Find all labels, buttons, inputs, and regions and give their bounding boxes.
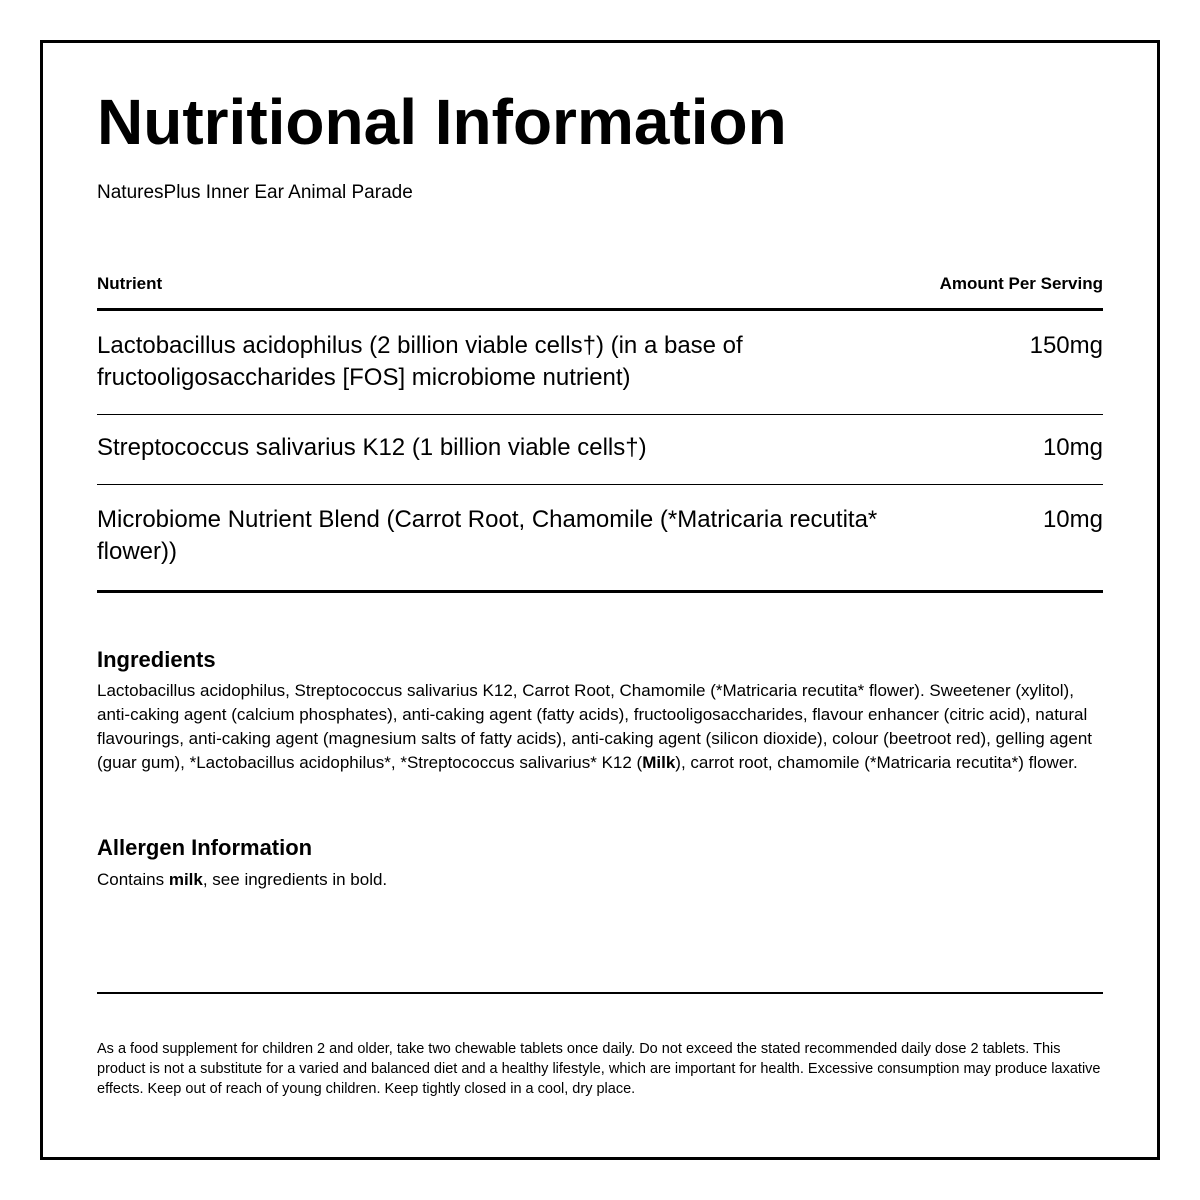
allergen-bold-word: Milk [642, 753, 676, 772]
nutrient-amount: 150mg [1029, 332, 1103, 359]
nutrient-name: Microbiome Nutrient Blend (Carrot Root, Chamomile (*Matricaria recutita* flower)) [97, 506, 878, 565]
allergen-text [97, 868, 1103, 892]
nutrient-name: Streptococcus salivarius K12 (1 billion viable cells†) [97, 434, 647, 461]
ingredients-text-part: Lactobacillus acidophilus, Streptococcus salivarius K12, Carrot Root, Chamomile (*Matricaria recutita* flower). Sweetener (xylitol), anti-caking agent (calcium phosphates), anti-caking agent (fatty acids), fructooligosaccharides, flavour enhancer (citric acid), natural flavourings, anti-caking agent (magnesium salts of fatty acids), anti-caking agent (silicon dioxide), colour (beetroot red), gelling agent (guar gum), *Lactobacillus acidophilus*, *Streptococcus salivarius* K12 ( [97, 681, 1093, 772]
header-nutrient: Nutrient [97, 274, 163, 293]
table-row [97, 311, 1103, 415]
ingredients-text-part: ), carrot root, chamomile (*Matricaria recutita*) flower. [675, 753, 1078, 772]
nutrient-name: Lactobacillus acidophilus (2 billion viable cells†) (in a base of fructooligosaccharides [FOS] microbiome nutrient) [97, 332, 743, 391]
allergen-text-part: , see ingredients in bold. [202, 870, 388, 889]
allergen-bold-word: milk [168, 870, 203, 889]
nutrient-amount: 10mg [1042, 506, 1103, 533]
nutrient-amount: 10mg [1042, 434, 1103, 461]
ingredients-heading: Ingredients [97, 647, 216, 672]
table-header [97, 272, 1103, 311]
product-name: NaturesPlus Inner Ear Animal Parade [97, 182, 413, 203]
table-row [97, 485, 1103, 593]
allergen-text-part: Contains [97, 870, 169, 889]
ingredients-text [97, 679, 1103, 775]
footer-disclaimer: As a food supplement for children 2 and older, take two chewable tablets once daily. Do not exceed the stated recommended daily dose 2 tablets. This product is not a substitute for a varied and balanced diet and a healthy lifestyle, which are important for health. Excessive consumption may produce laxative effects. Keep out of reach of young children. Keep tightly closed in a cool, dry place. [97, 1041, 1101, 1097]
page-title: Nutritional Information [97, 86, 787, 158]
table-row [97, 415, 1103, 485]
header-amount: Amount Per Serving [939, 274, 1103, 293]
allergen-heading: Allergen Information [97, 835, 313, 860]
footer-divider [97, 992, 1103, 994]
nutrient-table [97, 272, 1103, 593]
